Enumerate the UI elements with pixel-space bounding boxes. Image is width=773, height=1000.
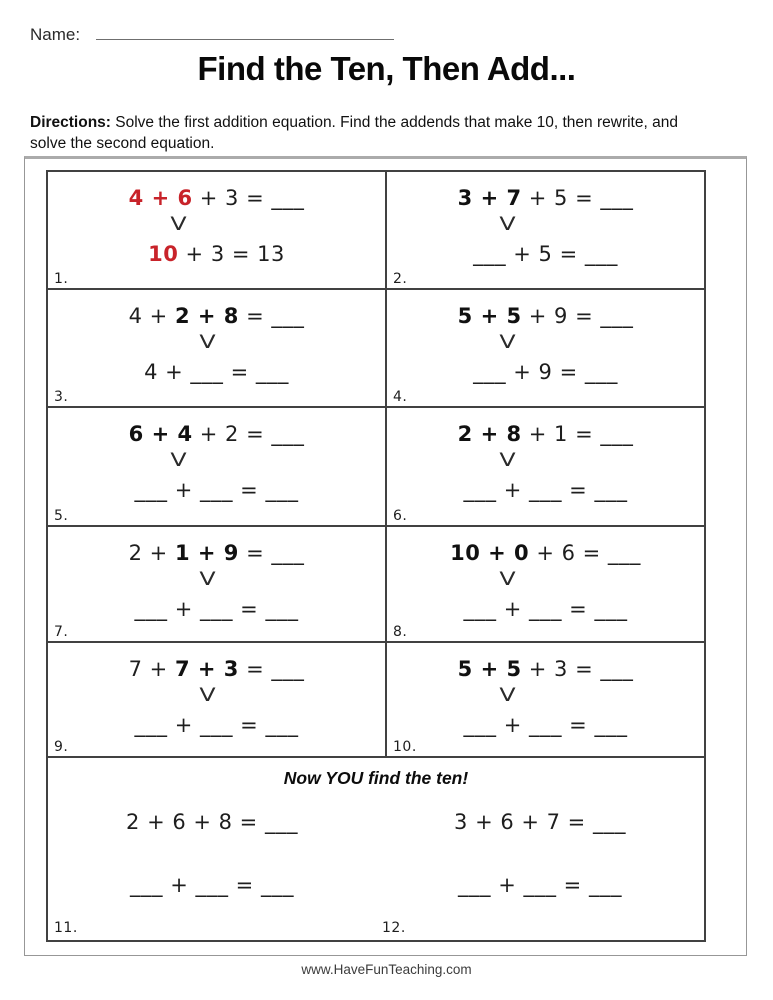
equation-part: 2 + — [128, 541, 175, 565]
directions-text-line2: solve the second equation. — [30, 135, 215, 152]
rewrite-v-mark: V — [499, 568, 516, 590]
equation-part: 7 + — [128, 657, 175, 681]
equation-part: 3 + 6 + 7 = ___ — [454, 810, 626, 834]
equation-line-2 — [387, 477, 704, 504]
equation-part: = ___ — [238, 304, 305, 328]
rewrite-v-mark: V — [499, 213, 516, 235]
page-title: Find the Ten, Then Add... — [197, 50, 576, 87]
equation-line-2 — [387, 241, 704, 268]
equation-line-2 — [387, 712, 704, 739]
rewrite-v-mark: V — [499, 449, 516, 471]
problem-cell — [387, 527, 704, 643]
equation-line-2 — [48, 712, 385, 739]
equation-line-1 — [48, 303, 385, 330]
equation-part: 4 + 6 — [128, 186, 193, 210]
problem-number: 4. — [393, 389, 408, 405]
problem-number: 9. — [54, 739, 69, 755]
problem-cell — [387, 172, 704, 290]
problem-number: 10. — [393, 739, 417, 755]
equation-part: 10 — [148, 242, 179, 266]
problem-number: 3. — [54, 389, 69, 405]
equation-line-2 — [48, 596, 385, 623]
equation-part: + 2 = ___ — [192, 422, 305, 446]
equation-part: ___ + ___ = ___ — [130, 873, 294, 897]
problems-table — [46, 170, 706, 942]
problem-cell — [376, 789, 704, 940]
equation-part: ___ + ___ = ___ — [134, 478, 299, 502]
problem-cell — [387, 643, 704, 758]
equation-part: ___ + ___ = ___ — [463, 478, 628, 502]
equation-part: 6 + 4 — [128, 422, 193, 446]
rewrite-v-mark: V — [170, 449, 187, 471]
problem-cell — [387, 408, 704, 527]
equation-part: 4 + ___ = ___ — [144, 360, 289, 384]
equation-part: ___ + ___ = ___ — [458, 873, 622, 897]
equation-part: 4 + — [128, 304, 175, 328]
equation-line-2 — [48, 477, 385, 504]
problem-number: 7. — [54, 624, 69, 640]
bottom-problem-right — [376, 789, 704, 940]
problem-number: 6. — [393, 508, 408, 524]
equation-part: 1 + 9 — [174, 541, 239, 565]
equation-line-2 — [387, 359, 704, 386]
equation-part: ___ + ___ = ___ — [463, 597, 628, 621]
equation-part: 2 + 6 + 8 = ___ — [126, 810, 298, 834]
equation-line-1 — [387, 421, 704, 448]
equation-line-1 — [387, 656, 704, 683]
equation-line-1 — [48, 656, 385, 683]
rewrite-v-mark: V — [170, 213, 187, 235]
equation-part: 3 + 7 — [457, 186, 522, 210]
problem-number: 1. — [54, 271, 69, 287]
equation-part: 7 + 3 — [174, 657, 239, 681]
name-row — [30, 24, 394, 45]
problems-grid — [48, 172, 704, 758]
bottom-section — [48, 758, 704, 940]
equation-line-1 — [376, 809, 704, 836]
equation-part: 2 + 8 — [457, 422, 522, 446]
equation-line-2 — [48, 359, 385, 386]
equation-line-2 — [376, 872, 704, 899]
equation-part: 10 + 0 — [450, 541, 530, 565]
equation-part: 2 + 8 — [174, 304, 239, 328]
equation-line-1 — [48, 421, 385, 448]
equation-part: + 3 = ___ — [192, 186, 305, 210]
problem-number: 8. — [393, 624, 408, 640]
bottom-problems — [48, 789, 704, 940]
rewrite-v-mark: V — [499, 684, 516, 706]
directions-label: Directions: — [30, 114, 111, 131]
equation-line-1 — [387, 540, 704, 567]
name-label: Name: — [30, 25, 81, 44]
equation-part: ___ + ___ = ___ — [134, 713, 299, 737]
footer-url: www.HaveFunTeaching.com — [301, 962, 472, 977]
equation-line-2 — [48, 241, 385, 268]
equation-part: ___ + ___ = ___ — [134, 597, 299, 621]
worksheet-frame — [24, 156, 747, 956]
bottom-problem-left — [48, 789, 376, 940]
problem-number: 11. — [54, 920, 78, 936]
problem-number: 2. — [393, 271, 408, 287]
equation-part: ___ + ___ = ___ — [463, 713, 628, 737]
equation-line-1 — [48, 185, 385, 212]
directions — [30, 112, 730, 154]
equation-part: ___ + 5 = ___ — [473, 242, 618, 266]
rewrite-v-mark: V — [199, 331, 216, 353]
equation-part: + 9 = ___ — [521, 304, 634, 328]
equation-part: ___ + 9 = ___ — [473, 360, 618, 384]
rewrite-v-mark: V — [199, 568, 216, 590]
equation-line-1 — [387, 185, 704, 212]
equation-line-2 — [48, 872, 376, 899]
bottom-section-title: Now YOU find the ten! — [283, 768, 469, 788]
equation-part: 5 + 5 — [457, 304, 522, 328]
problem-number: 12. — [382, 920, 406, 936]
equation-line-1 — [387, 303, 704, 330]
directions-text-line1: Solve the first addition equation. Find the addends that make 10, then rewrite, and — [115, 114, 678, 131]
equation-line-2 — [387, 596, 704, 623]
equation-part: + 3 = 13 — [178, 242, 285, 266]
equation-part: + 6 = ___ — [529, 541, 641, 565]
equation-part: = ___ — [238, 541, 305, 565]
equation-part: + 5 = ___ — [521, 186, 634, 210]
name-blank-line — [96, 24, 394, 40]
problem-cell — [387, 290, 704, 408]
equation-line-1 — [48, 540, 385, 567]
problem-cell — [48, 789, 376, 940]
equation-part: + 3 = ___ — [521, 657, 634, 681]
rewrite-v-mark: V — [199, 684, 216, 706]
equation-part: 5 + 5 — [457, 657, 522, 681]
equation-part: + 1 = ___ — [521, 422, 634, 446]
problem-number: 5. — [54, 508, 69, 524]
equation-line-1 — [48, 809, 376, 836]
rewrite-v-mark: V — [499, 331, 516, 353]
equation-part: = ___ — [238, 657, 305, 681]
